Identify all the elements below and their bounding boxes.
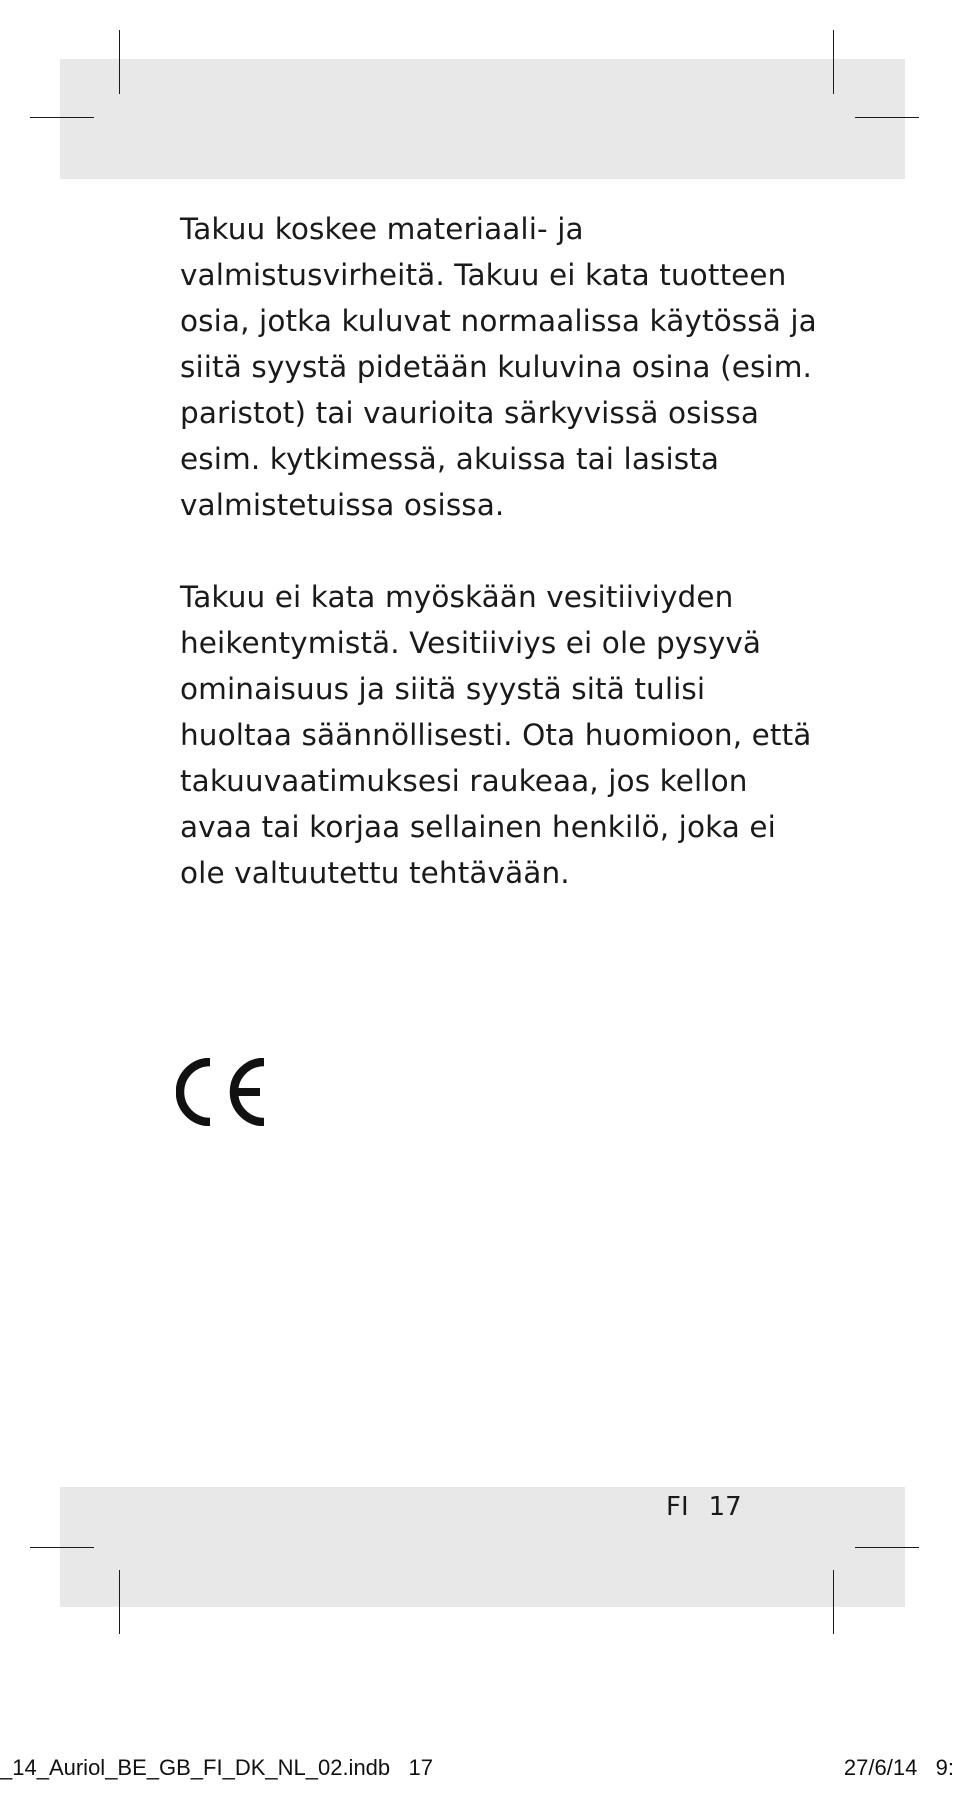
warranty-paragraph-materials: Takuu koskee materiaali- ja valmistusvirheitä. Takuu ei kata tuotteen osia, jotka kuluvat normaalissa käytössä ja siitä syystä pidetään kuluvina osina (esim. paristot) tai vaurioita särkyvissä osissa esim. kytkimessä, akuissa tai lasista valmistetuissa osissa.: [180, 212, 817, 522]
crop-mark-top-left-vertical: [119, 30, 120, 94]
header-band: [60, 59, 905, 179]
slug-filename: _14_Auriol_BE_GB_FI_DK_NL_02.indb 17: [0, 1755, 433, 1780]
crop-mark-bottom-left-horizontal: [30, 1547, 94, 1548]
folio-language: FI: [666, 1492, 689, 1522]
ce-mark-icon: [176, 1058, 268, 1126]
slug-datetime: 27/6/14 9:: [843, 1755, 954, 1780]
footer-band: [60, 1487, 905, 1607]
warranty-paragraph-water-resistance: Takuu ei kata myöskään vesitiiviyden heikentymistä. Vesitiiviys ei ole pysyvä ominaisuus ja siitä syystä sitä tulisi huoltaa säännöllisesti. Ota huomioon, että takuuvaatimuksesi raukeaa, jos kellon avaa tai korjaa sellainen henkilö, joka ei ole valtuutettu tehtävään.: [180, 580, 812, 890]
crop-mark-bottom-left-vertical: [119, 1570, 120, 1634]
crop-mark-top-right-horizontal: [855, 117, 919, 118]
crop-mark-top-left-horizontal: [30, 117, 94, 118]
page-number: 17: [708, 1492, 742, 1522]
crop-mark-top-right-vertical: [833, 30, 834, 94]
page-folio: [666, 1492, 742, 1522]
crop-mark-bottom-right-horizontal: [855, 1547, 919, 1548]
crop-mark-bottom-right-vertical: [833, 1570, 834, 1634]
